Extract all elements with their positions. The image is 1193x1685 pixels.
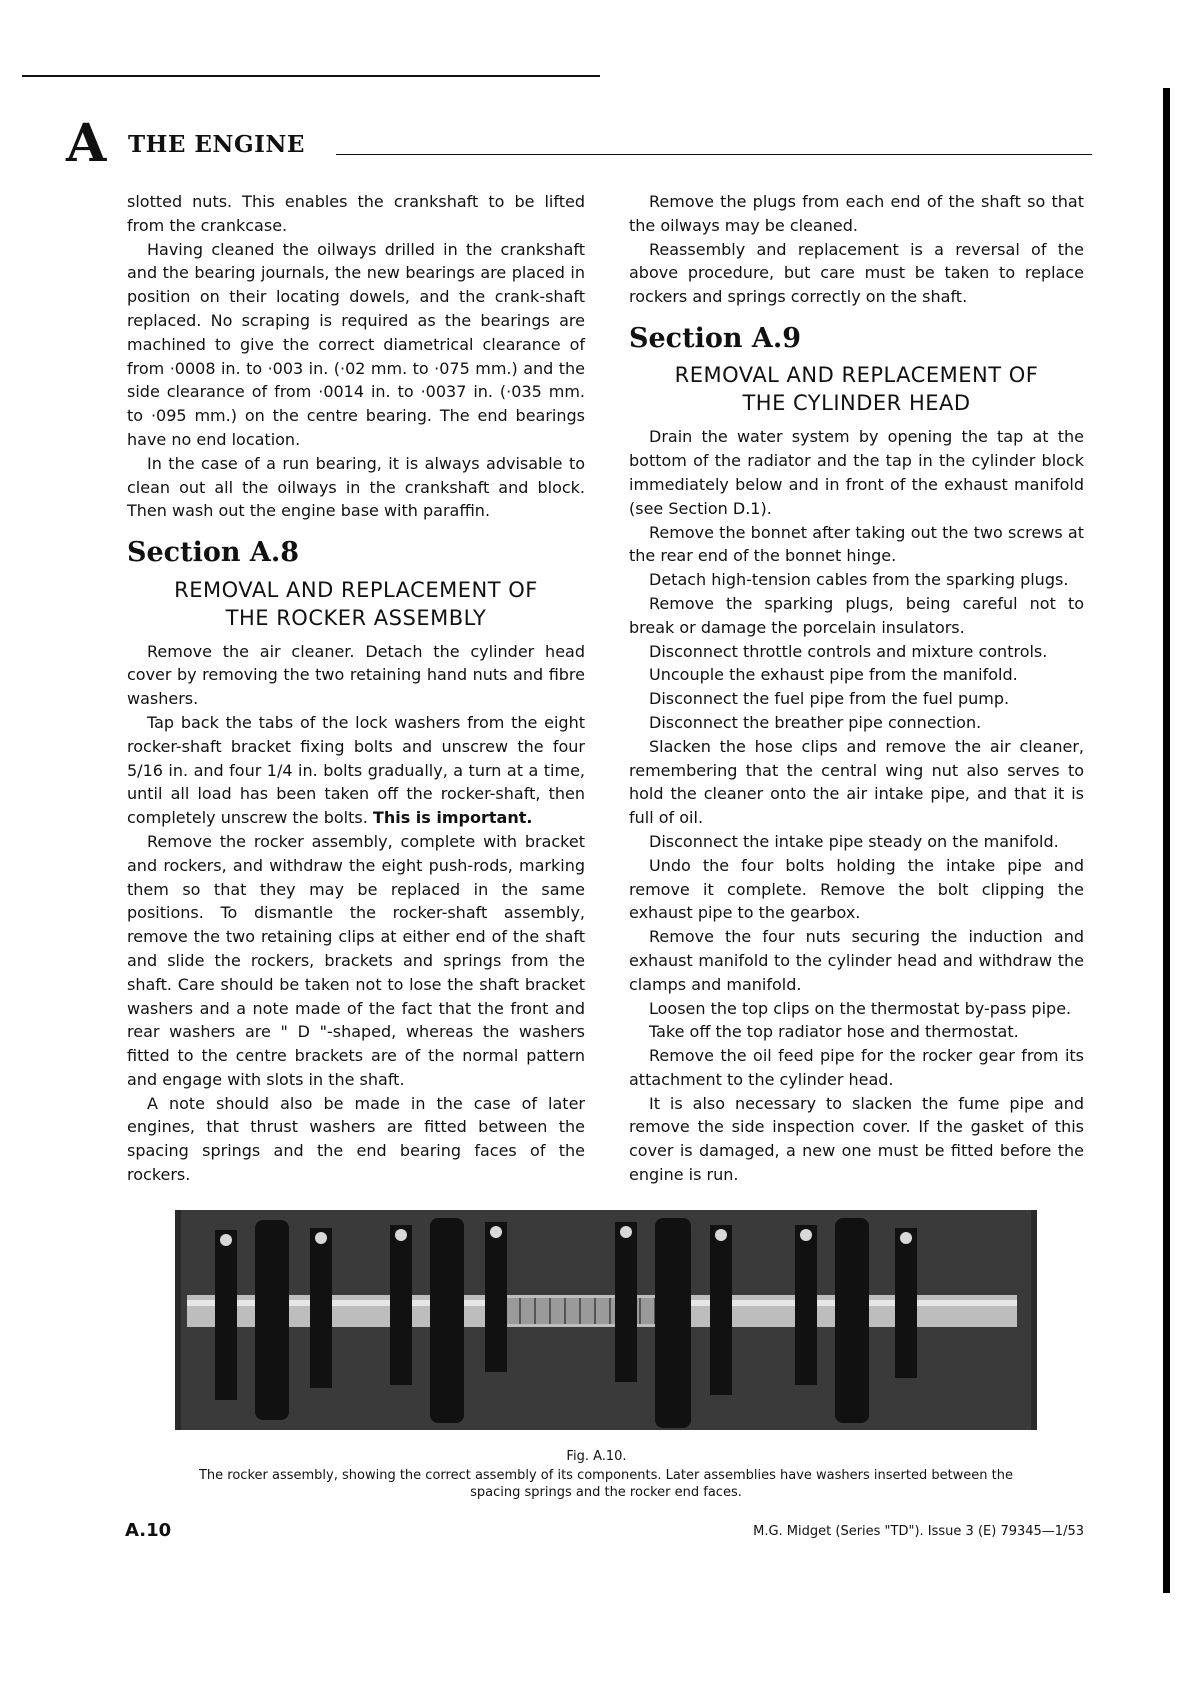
page-title: THE ENGINE xyxy=(128,131,305,158)
page-number: A.10 xyxy=(125,1520,172,1541)
paragraph: Remove the air cleaner. Detach the cylinder head cover by removing the two retaining hand nuts and fibre washers. xyxy=(127,641,585,709)
paragraph xyxy=(127,711,585,830)
subtitle-line: REMOVAL AND REPLACEMENT OF xyxy=(174,577,538,602)
figure-label: Fig. A.10. xyxy=(566,1449,627,1464)
emphasis-text: This is important. xyxy=(372,808,533,828)
paragraph: Undo the four bolts holding the intake pipe and remove it complete. Remove the bolt clipping the exhaust pipe to the gearbox. xyxy=(629,855,1084,923)
left-column xyxy=(127,190,585,1187)
paragraph: Having cleaned the oilways drilled in the crankshaft and the bearing journals, the new bearings are placed in position on their locating dowels, and the crank-shaft replaced. No scraping is required as the bearings are machined to give the correct diametrical clearance of from ·0008 in. to ·003 in. (·02 mm. to ·075 mm.) and the side clearance of from ·0014 in. to ·0037 in. (·035 mm. to ·095 mm.) on the centre bearing. The end bearings have no end location. xyxy=(127,239,585,449)
paragraph: Remove the sparking plugs, being careful not to break or damage the porcelain insulators. xyxy=(629,593,1084,637)
figure-caption: The rocker assembly, showing the correct assembly of its components. Later assemblies have washers inserted between the spacing springs and the rocker end faces. xyxy=(198,1468,1014,1500)
paragraph: Remove the plugs from each end of the shaft so that the oilways may be cleaned. xyxy=(629,192,1084,235)
paragraph: Take off the top radiator hose and thermostat. xyxy=(649,1022,1019,1042)
section-letter: A xyxy=(66,113,107,174)
rocker-assembly-photo xyxy=(175,1200,1037,1440)
footer-reference: M.G. Midget (Series "TD"). Issue 3 (E) 79345—1/53 xyxy=(753,1524,1084,1539)
section-subtitle-a8 xyxy=(127,576,585,632)
paragraph: Disconnect the breather pipe connection. xyxy=(649,712,982,732)
paragraph: Disconnect throttle controls and mixture controls. xyxy=(649,641,1048,661)
subtitle-line: THE CYLINDER HEAD xyxy=(742,391,971,416)
paragraph: Disconnect the intake pipe steady on the manifold. xyxy=(649,831,1059,851)
section-subtitle-a9 xyxy=(629,361,1084,417)
paragraph-text: Tap back the tabs of the lock washers from the eight rocker-shaft bracket fixing bolts and unscrew the four 5/16 in. and four 1/4 in. bolts gradually, a turn at a time, until all load has been taken off the rocker-shaft, then completely unscrew the bolts. xyxy=(127,712,585,828)
subtitle-line: THE ROCKER ASSEMBLY xyxy=(225,605,487,630)
paragraph: Remove the oil feed pipe for the rocker gear from its attachment to the cylinder head. xyxy=(629,1046,1084,1089)
top-rule xyxy=(22,75,600,77)
paragraph: A note should also be made in the case of later engines, that thrust washers are fitted between the spacing springs and the end bearing faces of the rockers. xyxy=(127,1093,585,1185)
right-column xyxy=(629,190,1084,1187)
paragraph: Loosen the top clips on the thermostat by-pass pipe. xyxy=(649,998,1072,1018)
page-edge-bar xyxy=(1163,88,1170,1593)
subtitle-line: REMOVAL AND REPLACEMENT OF xyxy=(674,363,1039,388)
heading-rule xyxy=(336,154,1092,155)
paragraph: Remove the bonnet after taking out the two screws at the rear end of the bonnet hinge. xyxy=(629,522,1084,566)
paragraph: In the case of a run bearing, it is always advisable to clean out all the oilways in the crankshaft and block. Then wash out the engine base with paraffin. xyxy=(127,453,585,521)
paragraph: Uncouple the exhaust pipe from the manifold. xyxy=(649,665,1018,685)
paragraph: Drain the water system by opening the tap at the bottom of the radiator and the tap in the cylinder block immediately below and in front of the exhaust manifold (see Section D.1). xyxy=(629,427,1084,518)
section-title-a8: Section A.8 xyxy=(127,537,300,569)
paragraph: Remove the four nuts securing the induction and exhaust manifold to the cylinder head and withdraw the clamps and manifold. xyxy=(629,927,1084,994)
paragraph: Reassembly and replacement is a reversal of the above procedure, but care must be taken to replace rockers and springs correctly on the shaft. xyxy=(629,239,1084,307)
paragraph: slotted nuts. This enables the crankshaft to be lifted from the crankcase. xyxy=(127,192,585,235)
paragraph: It is also necessary to slacken the fume pipe and remove the side inspection cover. If the gasket of this cover is damaged, a new one must be fitted before the engine is run. xyxy=(629,1093,1084,1185)
paragraph: Remove the rocker assembly, complete with bracket and rockers, and withdraw the eight push-rods, marking them so that they may be replaced in the same positions. To dismantle the rocker-shaft assembly, remove the two retaining clips at either end of the shaft and slide the rockers, brackets and springs from the shaft. Care should be taken not to lose the shaft bracket washers and a note made of the fact that the front and rear washers are " D "-shaped, whereas the washers fitted to the centre brackets are of the normal pattern and engage with slots in the shaft. xyxy=(127,831,585,1089)
paragraph: Slacken the hose clips and remove the air cleaner, remembering that the central wing nut also serves to hold the cleaner onto the air intake pipe, and that it is full of oil. xyxy=(629,736,1084,828)
paragraph: Detach high-tension cables from the sparking plugs. xyxy=(649,570,1069,590)
paragraph: Disconnect the fuel pipe from the fuel pump. xyxy=(649,689,1010,709)
section-title-a9: Section A.9 xyxy=(629,322,802,354)
